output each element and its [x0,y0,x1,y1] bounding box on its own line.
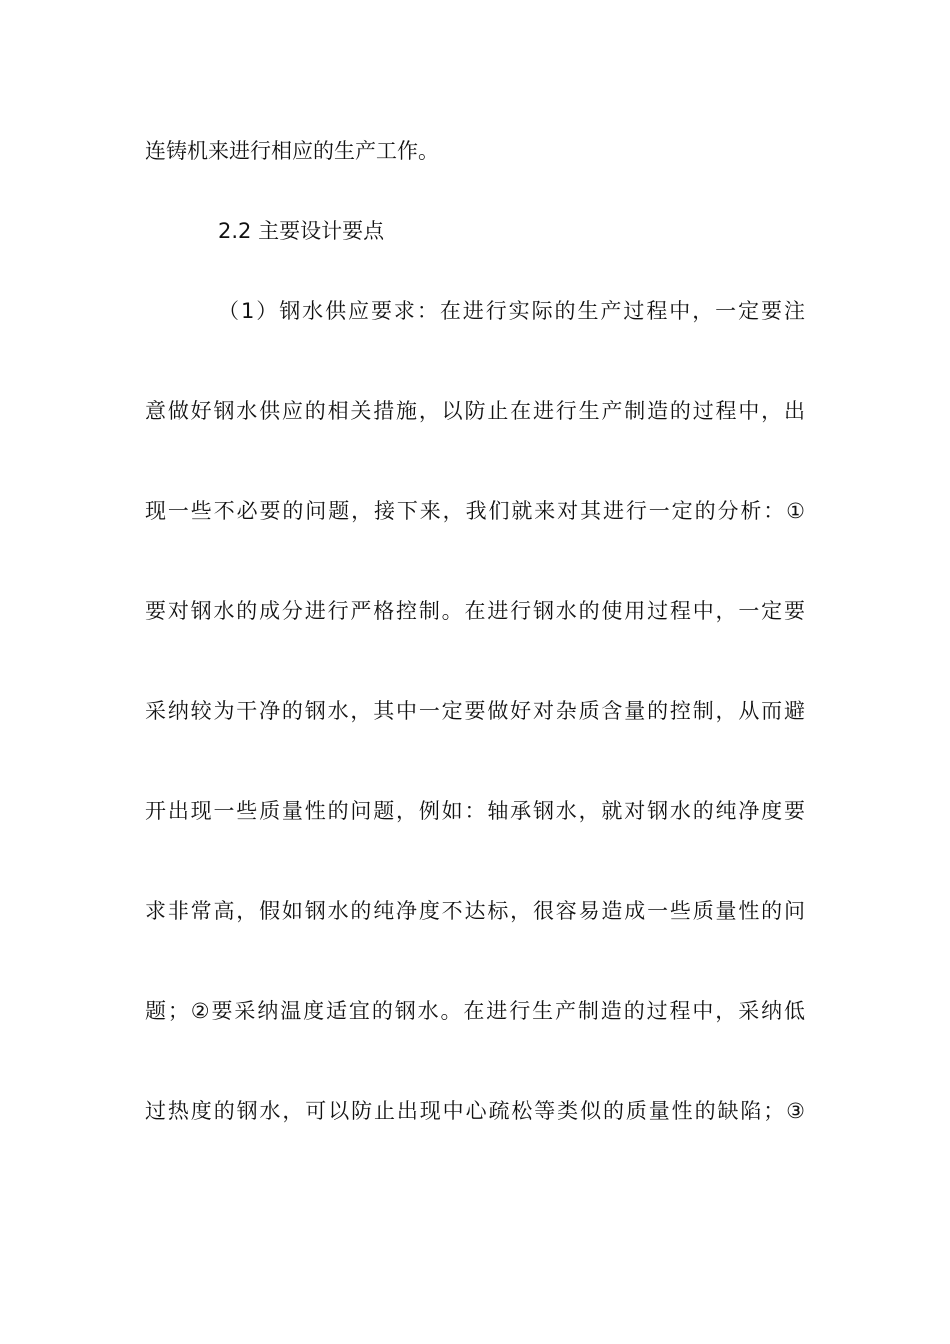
paragraph-line: 开出现一些质量性的问题，例如：轴承钢水，就对钢水的纯净度要 [145,799,805,823]
paragraph-line: 求非常高，假如钢水的纯净度不达标，很容易造成一些质量性的问 [145,899,805,923]
paragraph-line: 过热度的钢水，可以防止出现中心疏松等类似的质量性的缺陷；③ [145,1099,805,1123]
paragraph-line: 采纳较为干净的钢水，其中一定要做好对杂质含量的控制，从而避 [145,699,805,723]
paragraph-line: 题；②要采纳温度适宜的钢水。在进行生产制造的过程中，采纳低 [145,999,805,1023]
continuation-line: 连铸机来进行相应的生产工作。 [145,139,439,163]
paragraph-line: 要对钢水的成分进行严格控制。在进行钢水的使用过程中，一定要 [145,599,805,623]
section-heading: 2.2 主要设计要点 [218,219,385,243]
paragraph-line: （1）钢水供应要求：在进行实际的生产过程中，一定要注 [218,299,805,323]
paragraph-line: 现一些不必要的问题，接下来，我们就来对其进行一定的分析：① [145,499,805,523]
paragraph-line: 意做好钢水供应的相关措施，以防止在进行生产制造的过程中，出 [145,399,805,423]
